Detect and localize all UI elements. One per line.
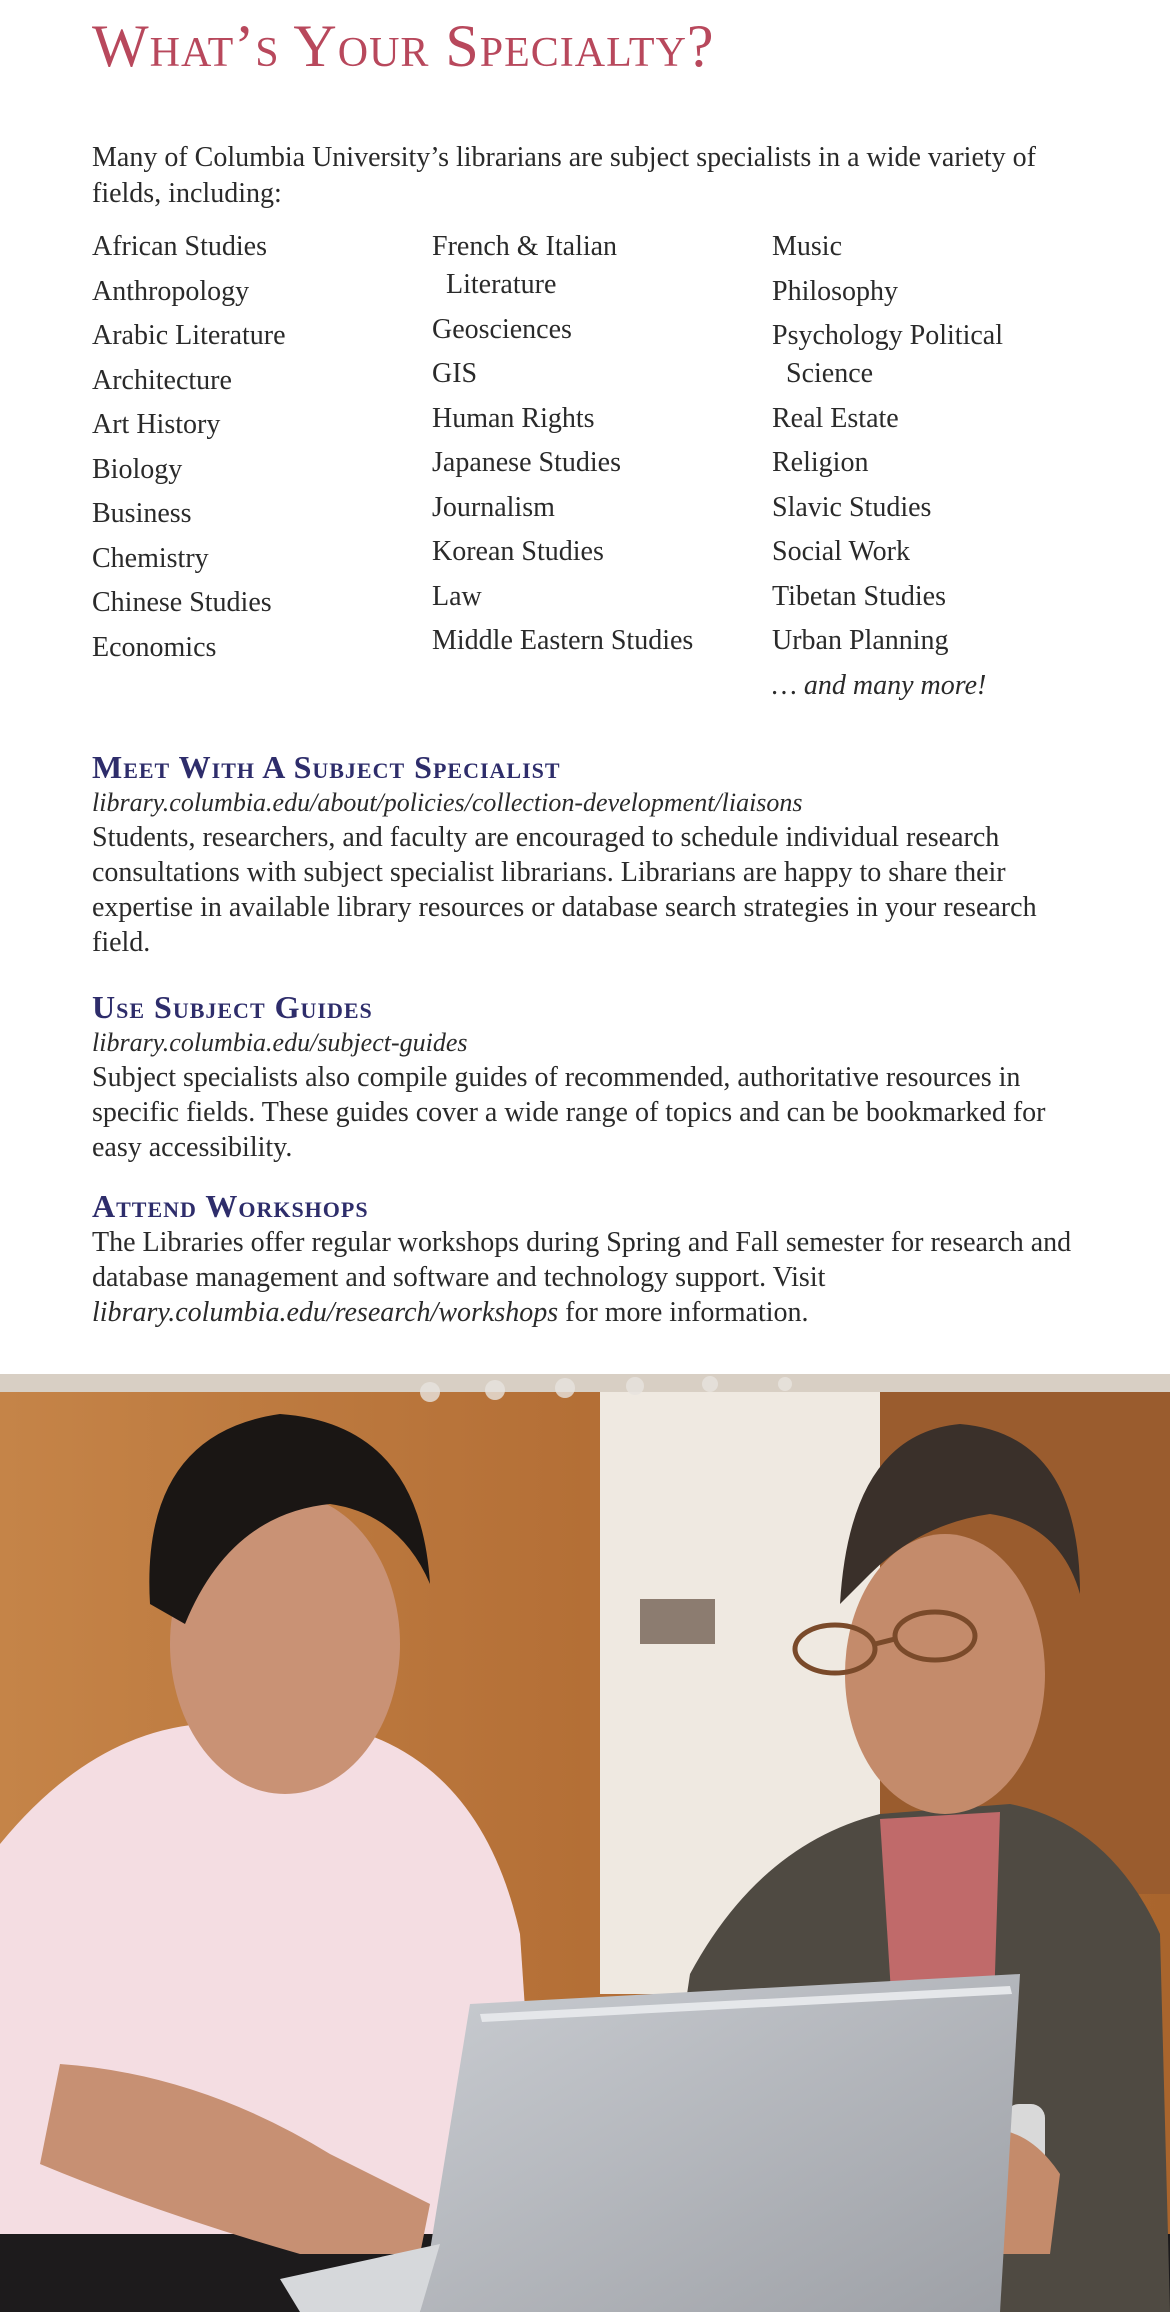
subject-item: Arabic Literature <box>92 320 286 351</box>
subject-item: Tibetan Studies <box>772 580 946 612</box>
subject-item: Geosciences <box>432 313 572 345</box>
subject-item: Human Rights <box>432 402 595 434</box>
wall-sign <box>640 1599 715 1644</box>
subject-item: Music <box>772 231 842 262</box>
subject-list-column-2 <box>432 228 762 667</box>
photo-student-and-librarian-at-laptop <box>0 1374 1170 2312</box>
section-heading: Attend Workshops <box>92 1188 369 1224</box>
subject-item: Psychology Political Science <box>772 320 1003 389</box>
subject-item: Architecture <box>92 364 232 396</box>
section-workshops <box>92 1187 1092 1330</box>
section-meet-specialist <box>92 748 1092 960</box>
subject-item: Anthropology <box>92 275 250 307</box>
subject-item: GIS <box>432 358 478 389</box>
section-body <box>92 1225 1092 1330</box>
subject-list-column-3 <box>772 228 1102 711</box>
subject-item: Middle Eastern Studies <box>432 625 694 656</box>
laptop <box>420 1974 1020 2312</box>
subject-item: Economics <box>92 631 217 663</box>
section-heading: Use Subject Guides <box>92 989 373 1025</box>
intro-text: Many of Columbia University’s librarians are subject specialists in a wide variety of fields, including: <box>92 142 1036 209</box>
ceiling-strip <box>0 1374 1170 1392</box>
section-url-link[interactable]: library.columbia.edu/subject-guides <box>92 1028 468 1057</box>
body-text: The Libraries offer regular workshops during Spring and Fall semester for research and database management and software and technology support. Visit <box>92 1227 1072 1293</box>
subject-item: African Studies <box>92 231 267 262</box>
section-body: Subject specialists also compile guides of recommended, authoritative resources in specific fields. These guides cover a wide range of topics and can be bookmarked for easy accessibility. <box>92 1062 1046 1163</box>
subject-item: Slavic Studies <box>772 491 932 523</box>
body-text: for more information. <box>558 1297 809 1328</box>
subject-item: Chinese Studies <box>92 587 272 618</box>
subject-item: Japanese Studies <box>432 447 621 478</box>
subject-item: Social Work <box>772 536 910 567</box>
subject-item: Korean Studies <box>432 536 604 567</box>
subject-item: Real Estate <box>772 402 899 434</box>
subject-item: Journalism <box>432 491 555 523</box>
subject-item: Art History <box>92 409 221 440</box>
and-many-more-note: … and many more! <box>772 669 987 701</box>
photo-illustration <box>0 1374 1170 2312</box>
subject-item: Business <box>92 498 192 529</box>
section-body: Students, researchers, and faculty are encouraged to schedule individual research consultations with subject specialist librarians. Librarians are happy to share their expertise in available library resources or database search strategies in your research field. <box>92 822 1037 958</box>
subject-item: Religion <box>772 447 869 478</box>
subject-item: French & Italian Literature <box>432 231 618 300</box>
subject-item: Chemistry <box>92 542 209 574</box>
subject-item: Urban Planning <box>772 625 949 656</box>
subject-item: Law <box>432 580 482 612</box>
page-title: What’s Your Specialty? <box>92 13 715 79</box>
subject-item: Philosophy <box>772 275 899 307</box>
section-heading: Meet With A Subject Specialist <box>92 749 561 785</box>
section-url-link[interactable]: library.columbia.edu/about/policies/collection-development/liaisons <box>92 788 803 817</box>
workshops-url-link[interactable]: library.columbia.edu/research/workshops <box>92 1297 559 1328</box>
man-face <box>845 1534 1045 1814</box>
subject-list-column-1 <box>92 228 412 673</box>
subject-item: Biology <box>92 453 183 485</box>
section-subject-guides <box>92 988 1092 1165</box>
